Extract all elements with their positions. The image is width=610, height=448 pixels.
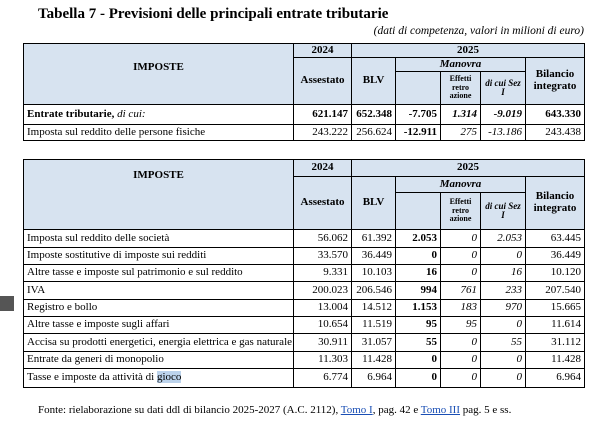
dicui-value: 2.053 (481, 230, 526, 248)
manovra-value: 0 (396, 369, 441, 388)
effetti-value: 0 (441, 352, 481, 369)
dicui-value: 970 (481, 300, 526, 317)
table-row (24, 317, 585, 334)
blv-header: BLV (352, 58, 396, 105)
effetti-header: Effetti retro azione (441, 72, 481, 105)
revenue-table-1 (23, 43, 585, 141)
source-note (38, 404, 511, 416)
assestato-value: 9.331 (294, 265, 352, 282)
blv-value: 256.624 (352, 125, 396, 141)
effetti-header: Effetti retro azione (441, 193, 481, 230)
dicui-value: 0 (481, 317, 526, 334)
effetti-value: 183 (441, 300, 481, 317)
bilancio-header: Bilancio integrato (526, 177, 585, 230)
manovra-value: 1.153 (396, 300, 441, 317)
row-label-italic: di cui: (117, 107, 146, 120)
blv-value: 6.964 (352, 369, 396, 388)
dicui-value: -13.186 (481, 125, 526, 141)
source-suffix: pag. 5 e ss. (460, 404, 512, 416)
dicui-value: 0 (481, 352, 526, 369)
table-row (24, 105, 585, 125)
effetti-value: 275 (441, 125, 481, 141)
assestato-value: 33.570 (294, 248, 352, 265)
blv-value: 206.546 (352, 282, 396, 300)
table-row (24, 300, 585, 317)
assestato-value: 10.654 (294, 317, 352, 334)
table-row (24, 282, 585, 300)
bilancio-value: 36.449 (526, 248, 585, 265)
dicui-value: 0 (481, 248, 526, 265)
manovra-total-subheader (396, 193, 441, 230)
blv-header: BLV (352, 177, 396, 230)
bilancio-header: Bilancio integrato (526, 58, 585, 105)
manovra-value: 0 (396, 248, 441, 265)
row-label: Tasse e imposte da attività di (27, 371, 157, 384)
assestato-value: 13.004 (294, 300, 352, 317)
manovra-total-subheader (396, 72, 441, 105)
manovra-value: 95 (396, 317, 441, 334)
assestato-value: 200.023 (294, 282, 352, 300)
effetti-value: 0 (441, 334, 481, 352)
assestato-value: 30.911 (294, 334, 352, 352)
bilancio-value: 243.438 (526, 125, 585, 141)
dicui-value: 55 (481, 334, 526, 352)
table-title: Tabella 7 - Previsioni delle principali entrate tributarie (38, 6, 389, 22)
blv-value: 31.057 (352, 334, 396, 352)
year-2024-header: 2024 (294, 44, 352, 58)
year-2025-header: 2025 (352, 160, 585, 177)
imposte-header: IMPOSTE (24, 44, 294, 105)
row-label: Imposta sul reddito delle società (24, 230, 294, 248)
effetti-value: 95 (441, 317, 481, 334)
dicui-value: -9.019 (481, 105, 526, 125)
manovra-value: 16 (396, 265, 441, 282)
effetti-value: 0 (441, 230, 481, 248)
assestato-value: 6.774 (294, 369, 352, 388)
row-label: Entrate da generi di monopolio (24, 352, 294, 369)
row-label: Registro e bollo (24, 300, 294, 317)
table-row (24, 125, 585, 141)
effetti-value: 761 (441, 282, 481, 300)
effetti-value: 0 (441, 369, 481, 388)
table-row (24, 248, 585, 265)
row-label: Entrate tributarie, (27, 107, 118, 120)
effetti-value: 0 (441, 248, 481, 265)
assestato-value: 621.147 (294, 105, 352, 125)
row-label: Altre tasse e imposte sul patrimonio e sul reddito (24, 265, 294, 282)
assestato-value: 243.222 (294, 125, 352, 141)
blv-value: 10.103 (352, 265, 396, 282)
assestato-header: Assestato (294, 177, 352, 230)
bilancio-value: 15.665 (526, 300, 585, 317)
row-label: Accisa su prodotti energetici, energia elettrica e gas naturale (24, 334, 294, 352)
row-label: Altre tasse e imposte sugli affari (24, 317, 294, 334)
tomo-i-link[interactable]: Tomo I (340, 404, 373, 416)
bilancio-value: 643.330 (526, 105, 585, 125)
dicui-value: 16 (481, 265, 526, 282)
effetti-value: 1.314 (441, 105, 481, 125)
manovra-value: 55 (396, 334, 441, 352)
table-row (24, 230, 585, 248)
blv-value: 11.519 (352, 317, 396, 334)
manovra-value: 0 (396, 352, 441, 369)
blv-value: 11.428 (352, 352, 396, 369)
blv-value: 61.392 (352, 230, 396, 248)
margin-marker (0, 296, 14, 311)
bilancio-value: 207.540 (526, 282, 585, 300)
tomo-iii-link[interactable]: Tomo III (420, 404, 461, 416)
manovra-value: 2.053 (396, 230, 441, 248)
blv-value: 14.512 (352, 300, 396, 317)
assestato-value: 11.303 (294, 352, 352, 369)
blv-value: 36.449 (352, 248, 396, 265)
bilancio-value: 31.112 (526, 334, 585, 352)
imposte-header: IMPOSTE (24, 160, 294, 230)
assestato-value: 56.062 (294, 230, 352, 248)
dicui-header: di cui Sez I (481, 72, 526, 105)
selected-text[interactable]: gioco (156, 371, 182, 384)
table-row (24, 265, 585, 282)
assestato-header: Assestato (294, 58, 352, 105)
row-label: Imposte sostitutive di imposte sui redditi (24, 248, 294, 265)
revenue-table-2 (23, 159, 585, 388)
row-label: Imposta sul reddito delle persone fisiche (24, 125, 294, 141)
table-row (24, 352, 585, 369)
bilancio-value: 63.445 (526, 230, 585, 248)
table-subtitle: (dati di competenza, valori in milioni di euro) (373, 25, 584, 37)
row-label: IVA (24, 282, 294, 300)
year-2024-header: 2024 (294, 160, 352, 177)
year-2025-header: 2025 (352, 44, 585, 58)
effetti-value: 0 (441, 265, 481, 282)
bilancio-value: 11.428 (526, 352, 585, 369)
dicui-value: 0 (481, 369, 526, 388)
dicui-header: di cui Sez I (481, 193, 526, 230)
source-prefix: Fonte: rielaborazione su dati ddl di bilancio 2025-2027 (A.C. 2112), (38, 404, 341, 416)
bilancio-value: 11.614 (526, 317, 585, 334)
dicui-value: 233 (481, 282, 526, 300)
bilancio-value: 6.964 (526, 369, 585, 388)
source-mid: , pag. 42 e (372, 404, 421, 416)
manovra-header: Manovra (396, 177, 526, 193)
manovra-value: 994 (396, 282, 441, 300)
manovra-header: Manovra (396, 58, 526, 72)
manovra-value: -12.911 (396, 125, 441, 141)
bilancio-value: 10.120 (526, 265, 585, 282)
table-row (24, 369, 585, 388)
table-row (24, 334, 585, 352)
manovra-value: -7.705 (396, 105, 441, 125)
blv-value: 652.348 (352, 105, 396, 125)
